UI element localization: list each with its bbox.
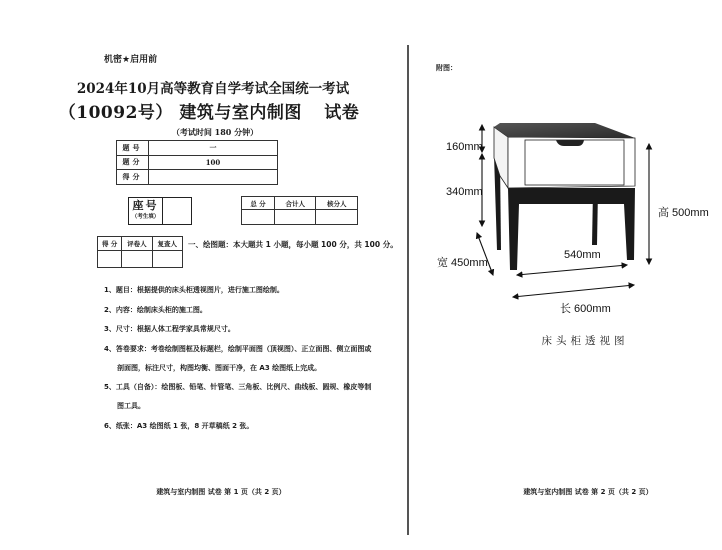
paper-name: 建筑与室内制图 — [179, 103, 302, 123]
seat-label: 座号 — [132, 199, 159, 212]
table-row — [98, 251, 183, 268]
score-label: 题号 — [117, 141, 149, 156]
list-item: 3、尺寸：根据人体工程学家具常规尺寸。 — [104, 325, 235, 333]
cabinet-top — [494, 123, 635, 138]
value-cell — [98, 251, 122, 268]
exam-time: （考试时间 180 分钟） — [171, 127, 259, 137]
seat-sublabel: （考生填） — [131, 214, 160, 220]
value-cell — [274, 210, 316, 225]
table-row — [242, 210, 358, 225]
list-item: 5、工具（自备）：绘图板、铅笔、针管笔、三角板、比例尺、曲线板、圆规、橡皮等制 图工具。 — [104, 383, 372, 410]
header-cell: 合计人 — [274, 197, 316, 210]
page-divider — [407, 45, 409, 535]
page-footer-1: 建筑与室内制图 试卷 第 1 页（共 2 页） — [156, 488, 286, 496]
dim-total-height: 高 500mm — [658, 207, 709, 219]
page-footer-2: 建筑与室内制图 试卷 第 2 页（共 2 页） — [523, 488, 653, 496]
score-value — [149, 170, 278, 185]
drawer-front — [525, 140, 624, 185]
confidential-mark: 机密★启用前 — [104, 55, 158, 65]
table-row — [117, 170, 278, 185]
score-label: 得分 — [117, 170, 149, 185]
list-item: 1、题目：根据提供的床头柜透视图片，进行施工图绘制。 — [104, 286, 284, 294]
seat-number-box — [128, 197, 192, 225]
header-cell: 得 分 — [98, 237, 122, 251]
table-row — [117, 141, 278, 156]
value-cell — [316, 210, 358, 225]
header-cell: 总 分 — [242, 197, 275, 210]
list-item: 2、内容：绘制床头柜的施工图。 — [104, 305, 207, 314]
table-header-row — [98, 237, 183, 251]
paper-code: （10092号） — [58, 103, 173, 123]
instructions-list — [104, 285, 394, 440]
value-cell — [152, 251, 182, 268]
value-cell — [242, 210, 275, 225]
nightstand-perspective-drawing — [420, 100, 720, 350]
list-item: 4、答卷要求：考卷绘制图框及标题栏，绘制平面图（顶视图）、正立面图、侧立面图或 剖面图，标注尺寸，构图均衡、图面干净，在 A3 绘图纸上完成。 — [104, 344, 372, 372]
figure-caption: 床头柜透视图 — [541, 335, 629, 347]
paper-title — [0, 98, 408, 123]
value-cell — [122, 251, 152, 268]
header-cell: 核分人 — [316, 197, 358, 210]
section-heading: 一、绘图题：本大题共 1 小题，每小题 100 分，共 100 分。 — [188, 240, 398, 249]
table-row — [117, 155, 278, 170]
table-header-row — [242, 197, 358, 210]
list-item: 6、纸张：A3 绘图纸 1 张，8 开草稿纸 2 张。 — [104, 421, 254, 430]
dim-inner-length: 540mm — [564, 249, 601, 261]
score-table — [116, 140, 278, 185]
dim-top-height: 160mm — [446, 141, 483, 153]
header-cell: 复查人 — [152, 237, 182, 251]
header-cell: 评卷人 — [122, 237, 152, 251]
score-label: 题分 — [117, 155, 149, 170]
paper-suffix: 试卷 — [324, 103, 360, 123]
dim-lower-height: 340mm — [446, 186, 483, 198]
exam-title: 2024年10月高等教育自学考试全国统一考试 — [76, 81, 350, 97]
seat-label-cell — [129, 198, 163, 224]
drawer-handle — [556, 140, 584, 146]
score-value: 100 — [149, 155, 278, 170]
grader-table — [97, 236, 183, 268]
dim-length: 长 600mm — [560, 303, 611, 315]
total-score-table — [241, 196, 358, 225]
score-value: 一 — [149, 141, 278, 156]
appendix-label: 附图： — [436, 64, 457, 72]
dim-depth: 宽 450mm — [437, 257, 488, 269]
